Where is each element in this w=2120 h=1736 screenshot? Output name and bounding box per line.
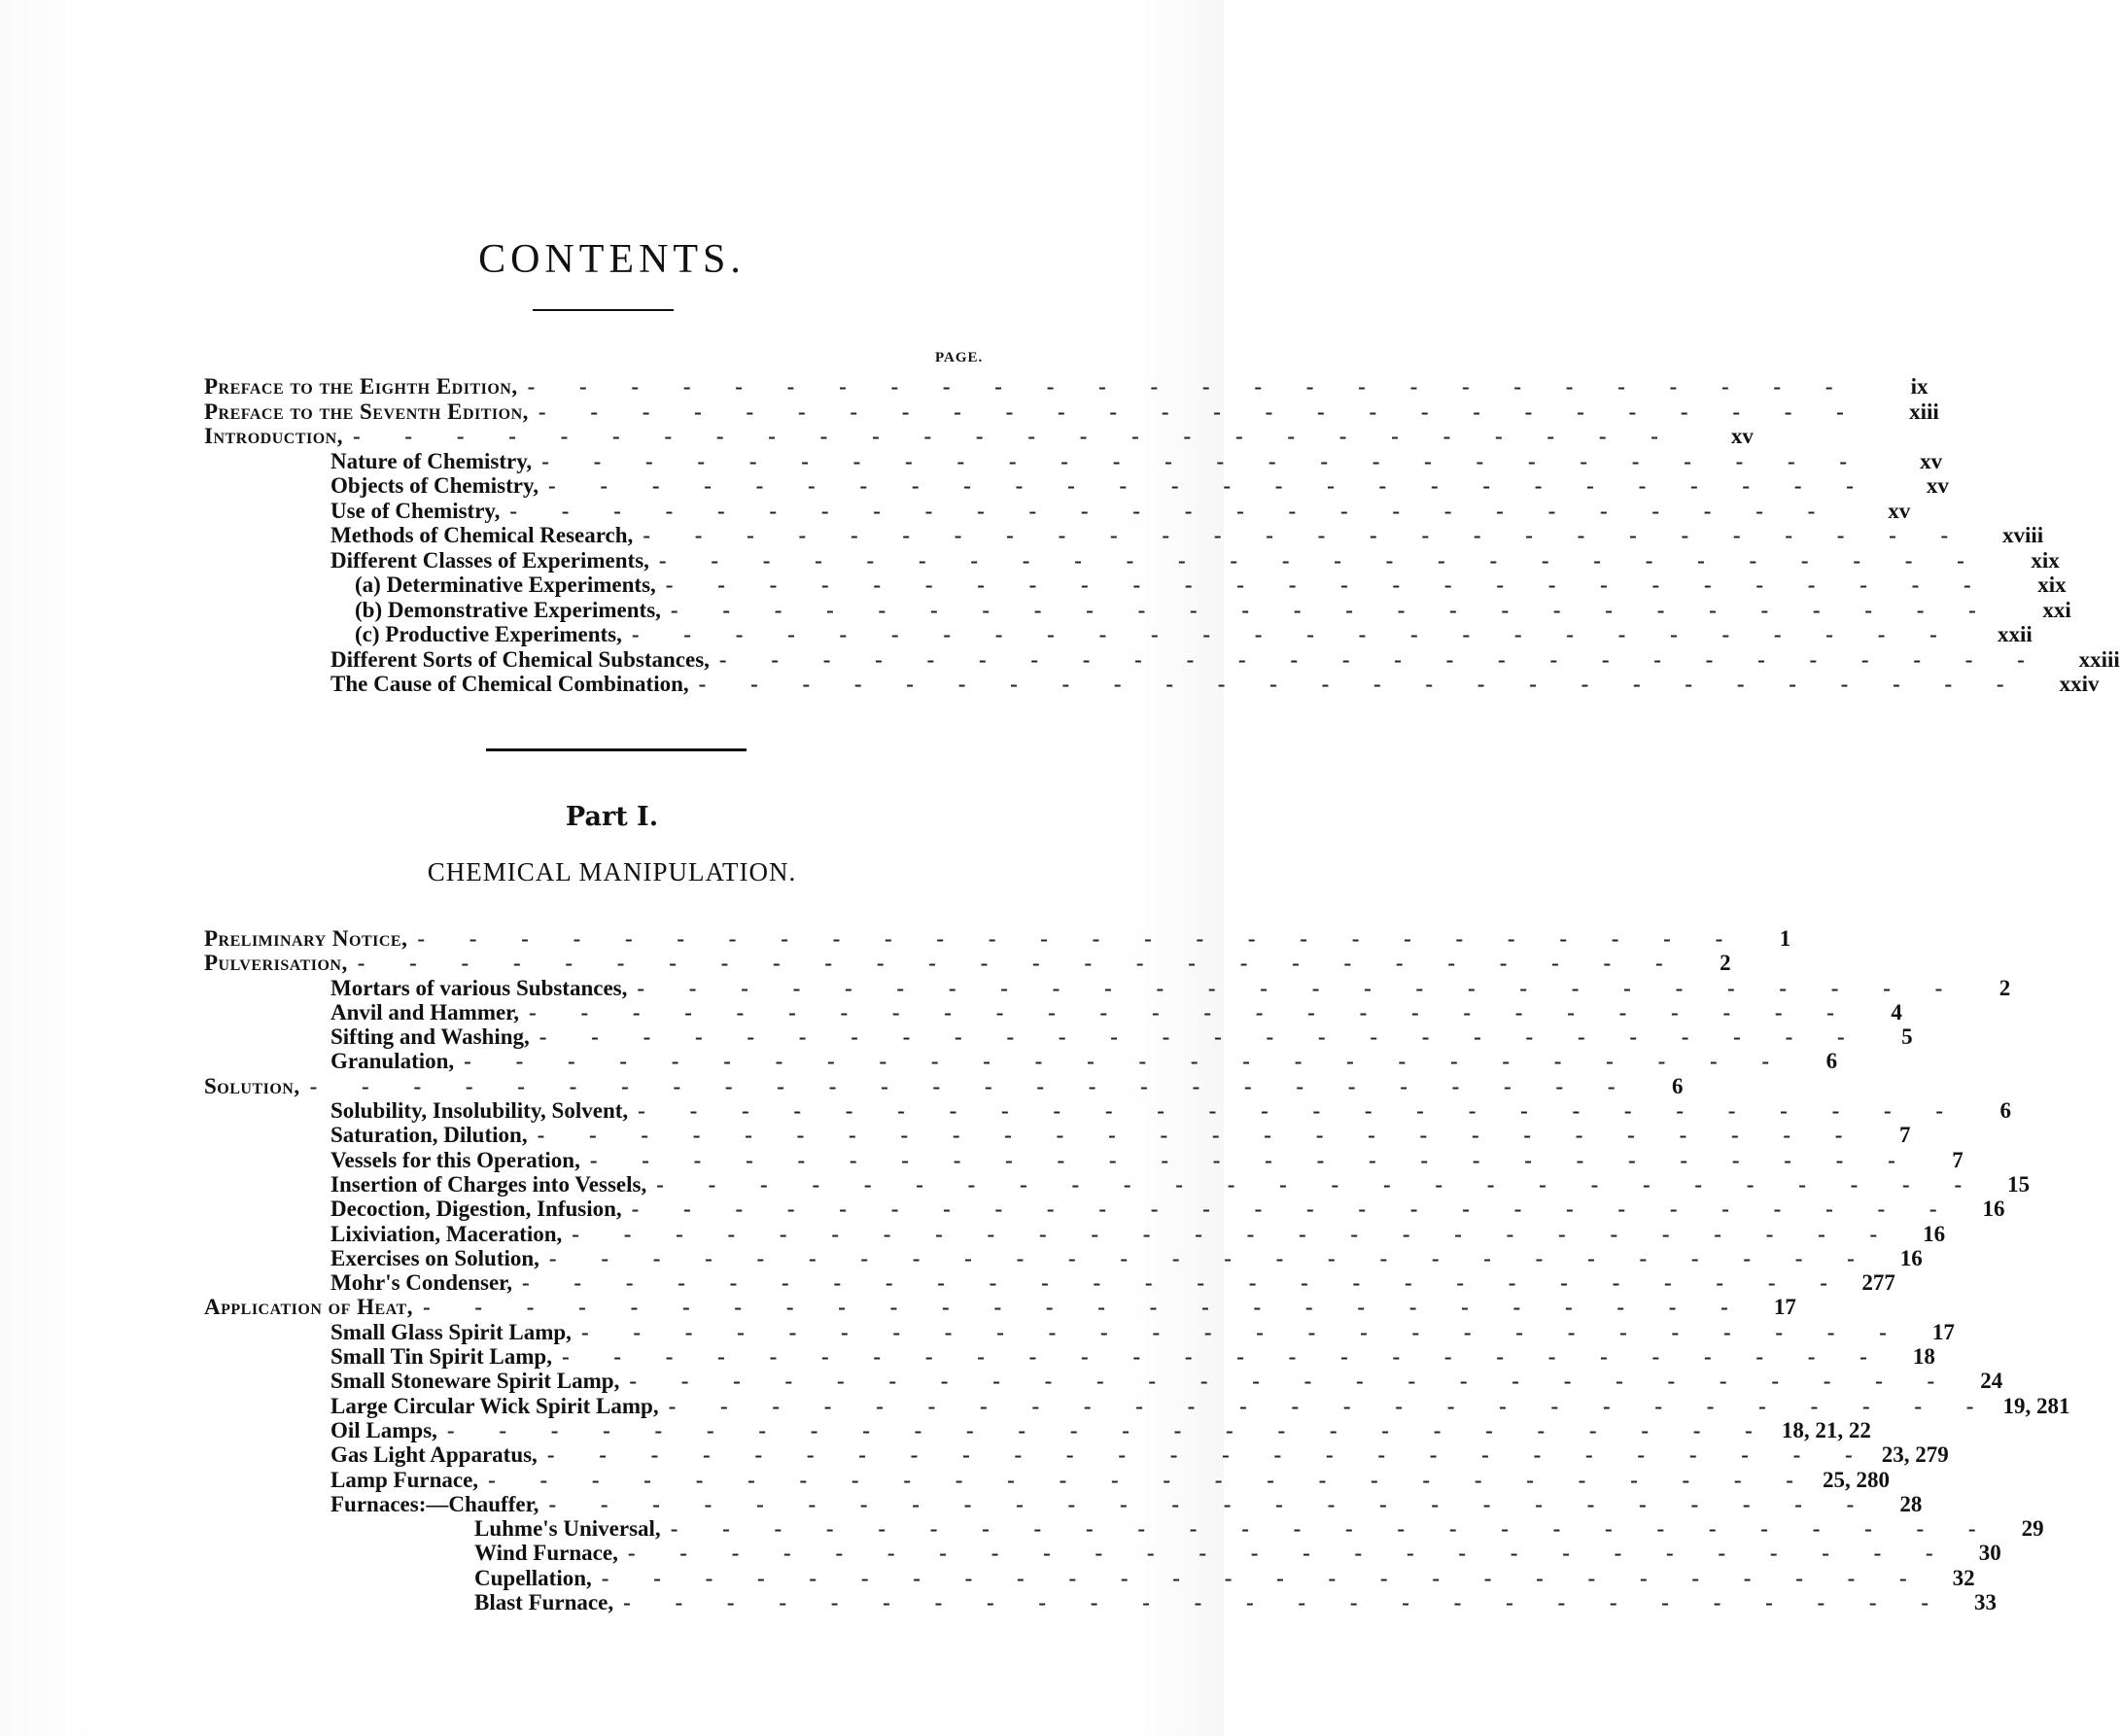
toc-entry-label: Blast Furnace, [474,1590,614,1615]
toc-leader-dashes: - - - - - - - - - - - - - - - - - - - - - - - - - - [698,672,2024,696]
toc-entry-label: Large Circular Wick Spirit Lamp, [330,1393,659,1418]
toc-entry-label: Cupellation, [474,1565,592,1590]
toc-entry [204,1098,2012,1124]
toc-entry-label: Lamp Furnace, [330,1467,479,1492]
toc-entry-label: (b) Demonstrative Experiments, [355,597,661,622]
toc-entry-page: xix [2037,573,2067,597]
toc-entry-label: Solution, [204,1073,300,1098]
toc-entry-label: Mortars of various Substances, [330,975,628,1000]
toc-entry-label: Use of Chemistry, [330,498,501,523]
toc-entry [204,1171,2031,1197]
toc-entry-label: The Cause of Chemical Combination, [330,672,689,696]
toc-entry-label: Decoction, Digestion, Infusion, [330,1197,622,1222]
toc-leader-dashes: - - - - - - - - - - - - - - - - - - - - - - - - - - [522,1270,1847,1296]
toc-entry-page: xv [1926,473,1949,498]
toc-entry-page: xxiii [2078,646,2120,672]
toc-leader-dashes: - - - - - - - - - - - - - - - - - - - - - - - - - - [464,1049,1790,1074]
toc-leader-dashes: - - - - - - - - - - - - - - - - - - - - - - - - - - [546,1442,1872,1468]
toc-entry-label: Application of Heat, [204,1295,413,1320]
toc-leader-dashes: - - - - - - - - - - - - - - - - - - - - - - - - - - [631,1197,1957,1222]
toc-entry [204,1024,1913,1050]
toc-entry [204,573,2067,598]
toc-leader-dashes: - - - - - - - - - - - - - - - - - - - - - - - - - - [643,523,1968,547]
toc-entry [204,547,2060,573]
toc-leader-dashes: - - - - - - - - - - - - - - - - - - - - - - - - - - [638,1098,1964,1124]
toc-entry-label: Exercises on Solution, [330,1245,539,1270]
toc-entry [204,597,2071,623]
toc-leader-dashes: - - - - - - - - - - - - - - - - - - - - - - - - - - [658,547,1984,573]
toc-entry [204,1442,1949,1468]
toc-leader-dashes: - - - - - - - - - - - - - - - - - - - - - - - - - - [631,622,1957,646]
toc-entry-label: (c) Productive Experiments, [355,622,622,646]
toc-entry [204,951,1731,976]
toc-leader-dashes: - - - - - - - - - - - - - - - - - - - - - - - - - - [357,951,1683,976]
toc-entry-page: 15 [2007,1171,2031,1197]
toc-entry-page: 7 [1952,1147,1964,1172]
toc-entry-label: Small Tin Spirit Lamp, [330,1344,552,1370]
front-matter-contents [204,374,2120,697]
toc-leader-dashes: - - - - - - - - - - - - - - - - - - - - - - - - - - [668,1393,1994,1418]
toc-leader-dashes: - - - - - - - - - - - - - - - - - - - - - - - - - - [589,1147,1915,1172]
toc-entry [204,1221,1946,1246]
toc-leader-dashes: - - - - - - - - - - - - - - - - - - - - - - - - - - [309,1073,1635,1098]
toc-leader-dashes: - - - - - - - - - - - - - - - - - - - - - - - - - - [529,999,1854,1024]
toc-entry-page: 29 [2021,1516,2044,1542]
toc-entry-label: Mohr's Condenser, [330,1270,512,1296]
toc-entry-label: (a) Determinative Experiments, [355,573,656,597]
toc-entry-label: Furnaces:—Chauffer, [330,1491,539,1516]
toc-entry-label: Saturation, Dilution, [330,1123,528,1148]
toc-entry-page: 5 [1901,1024,1913,1050]
toc-entry [204,1565,1975,1590]
toc-leader-dashes: - - - - - - - - - - - - - - - - - - - - - - - - - - [629,1369,1955,1394]
toc-entry-page: 25, 280 [1822,1467,1890,1492]
toc-entry [204,1295,1796,1320]
toc-entry [204,672,2100,697]
toc-entry-label: Lixiviation, Maceration, [330,1221,563,1246]
toc-leader-dashes: - - - - - - - - - - - - - - - - - - - - - - - - - - [670,1516,1996,1542]
toc-entry [204,1270,1895,1296]
toc-entry-page: 16 [1899,1245,1923,1270]
toc-entry-page: 6 [1672,1073,1684,1098]
toc-entry [204,1147,1964,1172]
page-title: CONTENTS. [478,237,746,283]
toc-entry-page: 17 [1931,1319,1955,1344]
toc-entry [204,473,1949,499]
toc-entry-page: 24 [1980,1369,2003,1394]
toc-leader-dashes: - - - - - - - - - - - - - - - - - - - - - - - - - - [541,448,1867,473]
toc-entry-page: xxii [1998,622,2033,646]
toc-entry [204,1344,1935,1370]
toc-entry [204,1541,2001,1566]
toc-entry-label: Methods of Chemical Research, [330,523,634,547]
toc-leader-dashes: - - - - - - - - - - - - - - - - - - - - - - - - - - [417,926,1743,951]
toc-leader-dashes: - - - - - - - - - - - - - - - - - - - - - - - - - - [623,1590,1948,1615]
toc-leader-dashes: - - - - - - - - - - - - - - - - - - - - - - - - - - [509,498,1835,523]
toc-entry-label: Vessels for this Operation, [330,1147,580,1172]
toc-entry [204,498,1911,524]
toc-entry [204,975,2011,1000]
toc-entry-page: 6 [1999,1098,2012,1124]
toc-entry [204,1417,1871,1442]
toc-entry-page: 17 [1773,1295,1796,1320]
toc-entry [204,1073,1684,1098]
toc-entry-page: 1 [1779,926,1791,951]
toc-entry-label: Oil Lamps, [330,1417,437,1442]
toc-entry [204,1491,1923,1516]
toc-entry [204,622,2033,647]
toc-entry-label: Objects of Chemistry, [330,473,539,498]
toc-entry [204,1245,1923,1270]
toc-entry-label: Gas Light Apparatus, [330,1442,538,1468]
toc-entry [204,1516,2044,1542]
toc-entry-page: xv [1920,448,1943,473]
toc-entry [204,926,1791,951]
toc-leader-dashes: - - - - - - - - - - - - - - - - - - - - - - - - - - [718,646,2044,672]
toc-entry-page: 4 [1891,999,1902,1024]
toc-entry [204,1123,1911,1148]
toc-entry [204,1197,2005,1222]
toc-entry-page: 32 [1952,1565,1975,1590]
toc-entry [204,1319,1955,1344]
toc-leader-dashes: - - - - - - - - - - - - - - - - - - - - - - - - - - [537,1123,1862,1148]
toc-leader-dashes: - - - - - - - - - - - - - - - - - - - - - - - - - - [488,1467,1813,1492]
toc-entry-page: 16 [1923,1221,1946,1246]
toc-entry-label: Nature of Chemistry, [330,448,533,473]
toc-leader-dashes: - - - - - - - - - - - - - - - - - - - - - - - - - - [580,1319,1906,1344]
title-divider [533,309,674,311]
toc-entry-page: xxi [2042,597,2071,622]
toc-entry-label: Pulverisation, [204,951,348,976]
toc-entry-page: 33 [1974,1590,1997,1615]
toc-entry [204,1393,2070,1418]
toc-entry [204,1590,1997,1615]
toc-entry-label: Introduction, [204,424,343,448]
toc-leader-dashes: - - - - - - - - - - - - - - - - - - - - - - - - - - [353,424,1678,448]
toc-entry-label: Anvil and Hammer, [330,999,520,1024]
toc-entry-label: Sifting and Washing, [330,1024,530,1050]
toc-entry [204,523,2044,548]
toc-entry-page: xix [2031,547,2060,573]
toc-entry-label: Solubility, Insolubility, Solvent, [330,1098,629,1124]
toc-leader-dashes: - - - - - - - - - - - - - - - - - - - - - - - - - - [538,399,1863,424]
section-divider [486,748,747,751]
toc-entry-page: 30 [1978,1541,2001,1566]
toc-leader-dashes: - - - - - - - - - - - - - - - - - - - - - - - - - - [539,1024,1864,1050]
toc-entry-page: xxiv [2059,672,2100,696]
toc-leader-dashes: - - - - - - - - - - - - - - - - - - - - - - - - - - [665,573,1991,597]
toc-entry-page: 19, 281 [2002,1393,2070,1418]
toc-entry-label: Granulation, [330,1049,455,1074]
toc-entry-page: xiii [1909,399,1939,424]
toc-entry-label: Small Stoneware Spirit Lamp, [330,1369,620,1394]
toc-leader-dashes: - - - - - - - - - - - - - - - - - - - - - - - - - - [572,1221,1897,1246]
toc-entry-page: 7 [1898,1123,1911,1148]
toc-entry [204,448,1943,474]
page-column-label: PAGE. [935,350,984,365]
toc-entry-page: 18, 21, 22 [1781,1417,1871,1442]
toc-entry-page: 277 [1861,1270,1895,1296]
toc-leader-dashes: - - - - - - - - - - - - - - - - - - - - - - - - - - [446,1417,1772,1442]
toc-leader-dashes: - - - - - - - - - - - - - - - - - - - - - - - - - - [656,1171,1982,1197]
toc-entry-label: Luhme's Universal, [474,1516,661,1542]
toc-leader-dashes: - - - - - - - - - - - - - - - - - - - - - - - - - - [422,1295,1748,1320]
toc-entry-label: Wind Furnace, [474,1541,618,1566]
toc-entry-label: Different Classes of Experiments, [330,547,649,573]
toc-entry-page: 2 [1998,975,2011,1000]
part-title: Part I. [565,802,659,832]
toc-entry-label: Preface to the Seventh Edition, [204,399,529,424]
toc-entry [204,999,1902,1024]
toc-entry [204,1049,1838,1074]
toc-entry-label: Preliminary Notice, [204,926,408,951]
toc-entry-page: 23, 279 [1881,1442,1949,1468]
toc-leader-dashes: - - - - - - - - - - - - - - - - - - - - - - - - - - [670,597,1996,622]
toc-entry-page: 16 [1982,1197,2005,1222]
toc-entry [204,399,1939,425]
section-title: CHEMICAL MANIPULATION. [427,857,797,886]
toc-entry [204,424,1754,449]
toc-leader-dashes: - - - - - - - - - - - - - - - - - - - - - - - - - - [601,1565,1927,1590]
part-one-contents [204,926,2070,1615]
toc-entry [204,1369,2003,1394]
toc-leader-dashes: - - - - - - - - - - - - - - - - - - - - - - - - - - [561,1344,1887,1370]
toc-entry-label: Different Sorts of Chemical Substances, [330,646,710,672]
toc-entry [204,1467,1890,1492]
toc-entry-page: 28 [1899,1491,1923,1516]
toc-entry-page: 6 [1825,1049,1838,1074]
toc-entry-page: 18 [1912,1344,1935,1370]
toc-entry-page: 2 [1720,951,1731,976]
toc-leader-dashes: - - - - - - - - - - - - - - - - - - - - - - - - - - [637,975,1963,1000]
toc-leader-dashes: - - - - - - - - - - - - - - - - - - - - - - - - - - [627,1541,1953,1566]
toc-entry-label: Insertion of Charges into Vessels, [330,1171,647,1197]
toc-leader-dashes: - - - - - - - - - - - - - - - - - - - - - - - - - - [548,473,1873,498]
toc-leader-dashes: - - - - - - - - - - - - - - - - - - - - - - - - - - [548,1491,1874,1516]
toc-entry-label: Small Glass Spirit Lamp, [330,1319,572,1344]
toc-leader-dashes: - - - - - - - - - - - - - - - - - - - - - - - - - - [527,374,1853,399]
toc-entry [204,374,1929,399]
toc-entry-label: Preface to the Eighth Edition, [204,374,518,399]
toc-entry-page: xv [1888,498,1911,523]
toc-entry-page: ix [1910,374,1929,399]
toc-entry [204,646,2120,673]
toc-entry-page: xv [1730,424,1754,448]
toc-leader-dashes: - - - - - - - - - - - - - - - - - - - - - - - - - - [548,1245,1874,1270]
toc-entry-page: xviii [2002,523,2044,547]
